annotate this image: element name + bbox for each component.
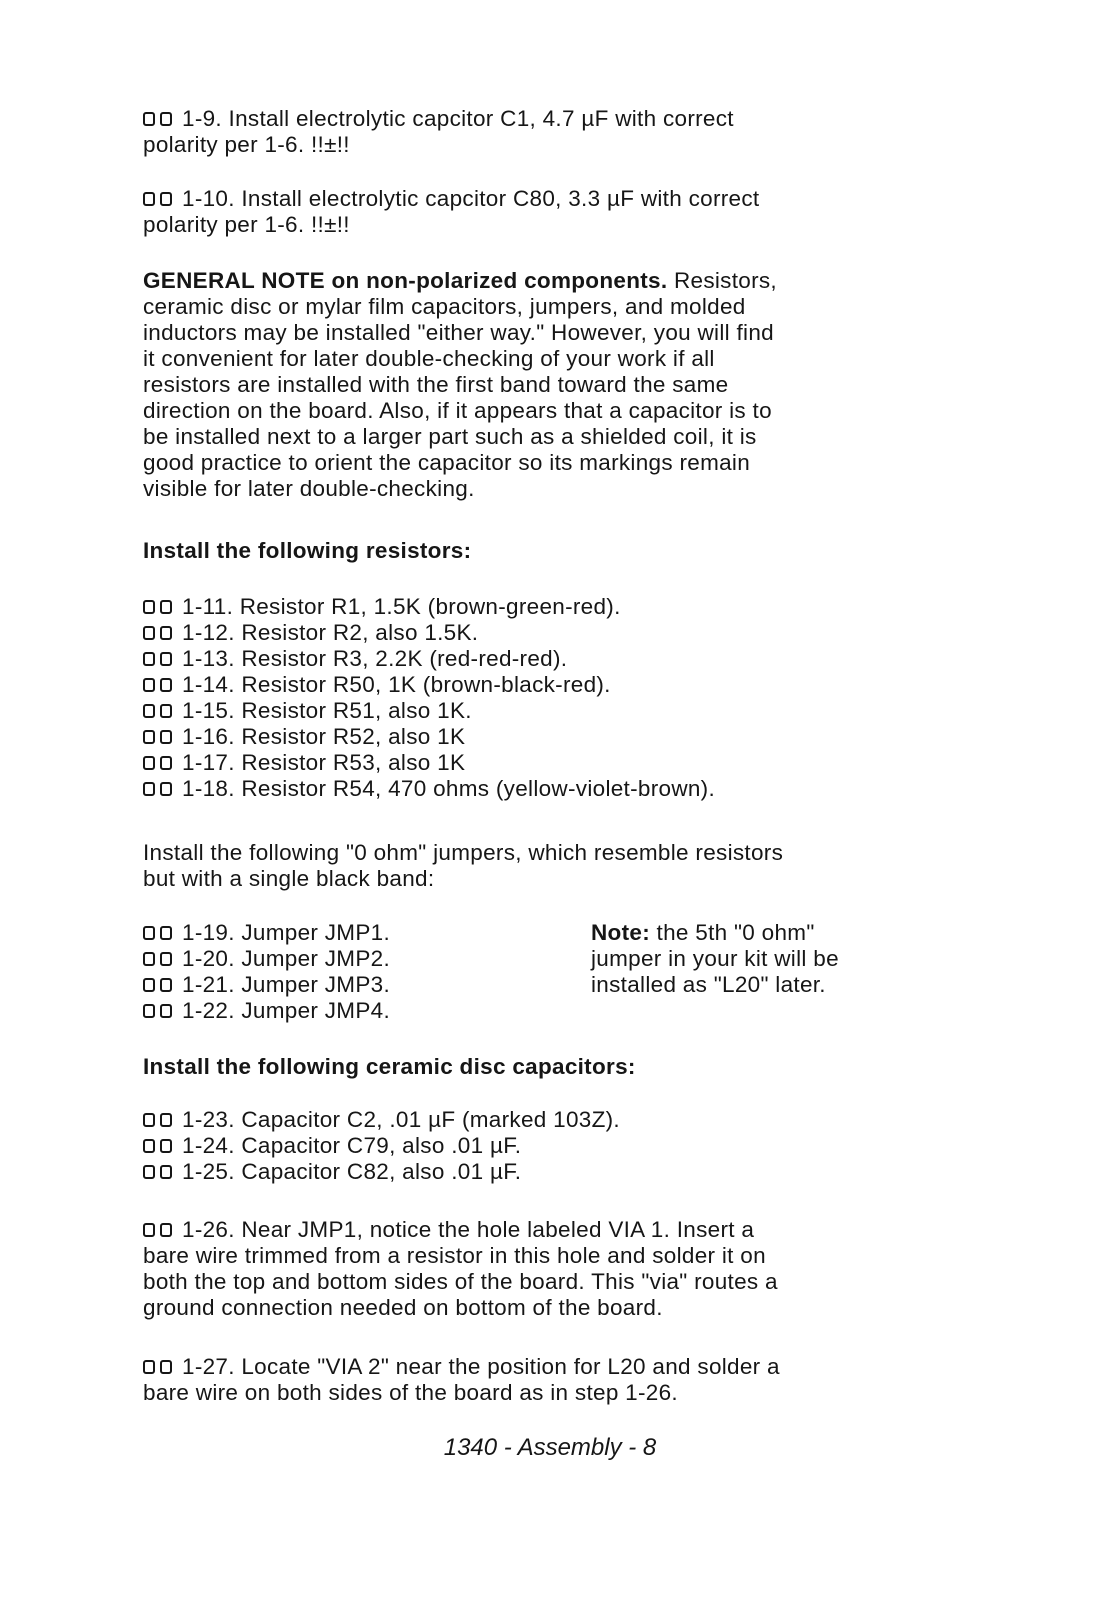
step-checkboxes[interactable] xyxy=(143,112,172,126)
step-number: 1-21. xyxy=(182,972,235,997)
jumper-note-line: jumper in your kit will be xyxy=(591,946,839,971)
step-checkboxes[interactable] xyxy=(143,730,172,744)
step-1-9 xyxy=(143,106,943,158)
step-1-16 xyxy=(143,724,943,750)
step-text: Jumper JMP3. xyxy=(241,972,391,997)
step-number: 1-17. xyxy=(182,750,235,775)
checkbox-second[interactable] xyxy=(160,626,172,640)
step-1-10 xyxy=(143,186,943,238)
resistors-heading: Install the following resistors: xyxy=(143,538,472,563)
step-checkboxes[interactable] xyxy=(143,1139,172,1153)
checkbox-second[interactable] xyxy=(160,782,172,796)
checkbox-first[interactable] xyxy=(143,1223,155,1237)
step-text: Resistor R53, also 1K xyxy=(241,750,466,775)
checkbox-first[interactable] xyxy=(143,952,155,966)
step-1-14 xyxy=(143,672,943,698)
checkbox-second[interactable] xyxy=(160,978,172,992)
step-checkboxes[interactable] xyxy=(143,978,172,992)
general-note xyxy=(143,268,943,502)
step-1-11 xyxy=(143,594,943,620)
jumper-note-label: Note: xyxy=(591,920,650,945)
step-number: 1-11. xyxy=(182,594,234,619)
step-checkboxes[interactable] xyxy=(143,756,172,770)
checkbox-second[interactable] xyxy=(160,756,172,770)
general-note-heading: GENERAL NOTE on non-polarized components. xyxy=(143,268,668,293)
step-number: 1-9. xyxy=(182,106,222,131)
step-text: Install electrolytic capcitor C80, 3.3 µF with correct xyxy=(241,186,760,211)
checkbox-first[interactable] xyxy=(143,730,155,744)
checkbox-second[interactable] xyxy=(160,1113,172,1127)
step-number: 1-19. xyxy=(182,920,235,945)
checkbox-first[interactable] xyxy=(143,782,155,796)
checkbox-first[interactable] xyxy=(143,704,155,718)
step-text: Resistor R54, 470 ohms (yellow-violet-brown). xyxy=(241,776,716,801)
checkbox-second[interactable] xyxy=(160,652,172,666)
step-checkboxes[interactable] xyxy=(143,678,172,692)
step-number: 1-14. xyxy=(182,672,235,697)
step-checkboxes[interactable] xyxy=(143,600,172,614)
step-number: 1-15. xyxy=(182,698,235,723)
step-text: Resistor R50, 1K (brown-black-red). xyxy=(241,672,611,697)
step-1-23 xyxy=(143,1107,943,1133)
step-checkboxes[interactable] xyxy=(143,1113,172,1127)
checkbox-second[interactable] xyxy=(160,952,172,966)
step-number: 1-24. xyxy=(182,1133,235,1158)
step-number: 1-26. xyxy=(182,1217,235,1242)
step-checkboxes[interactable] xyxy=(143,1360,172,1374)
checkbox-first[interactable] xyxy=(143,626,155,640)
checkbox-first[interactable] xyxy=(143,926,155,940)
step-checkboxes[interactable] xyxy=(143,1004,172,1018)
general-note-line: be installed next to a larger part such as a shielded coil, it is xyxy=(143,424,757,449)
general-note-first-line: Resistors, xyxy=(667,268,777,293)
page-footer: 1340 - Assembly - 8 xyxy=(443,1434,657,1461)
step-text: Capacitor C82, also .01 µF. xyxy=(241,1159,522,1184)
step-1-24 xyxy=(143,1133,943,1159)
checkbox-first[interactable] xyxy=(143,1165,155,1179)
step-number: 1-10. xyxy=(182,186,235,211)
checkbox-second[interactable] xyxy=(160,926,172,940)
step-number: 1-25. xyxy=(182,1159,235,1184)
step-1-27 xyxy=(143,1354,943,1406)
step-1-17 xyxy=(143,750,943,776)
jumper-note-line: installed as "L20" later. xyxy=(591,972,826,997)
step-1-12 xyxy=(143,620,943,646)
checkbox-first[interactable] xyxy=(143,600,155,614)
step-checkboxes[interactable] xyxy=(143,952,172,966)
step-text: Resistor R1, 1.5K (brown-green-red). xyxy=(239,594,621,619)
step-checkboxes[interactable] xyxy=(143,626,172,640)
capacitor-steps xyxy=(143,1107,943,1185)
step-checkboxes[interactable] xyxy=(143,926,172,940)
general-note-line: direction on the board. Also, if it appears that a capacitor is to xyxy=(143,398,772,423)
step-number: 1-22. xyxy=(182,998,235,1023)
step-text-continued: bare wire trimmed from a resistor in this hole and solder it on xyxy=(143,1243,766,1268)
step-checkboxes[interactable] xyxy=(143,782,172,796)
step-1-22 xyxy=(143,998,573,1024)
step-1-26 xyxy=(143,1217,943,1321)
step-text: Resistor R51, also 1K. xyxy=(241,698,472,723)
jumper-steps xyxy=(143,920,573,1024)
checkbox-second[interactable] xyxy=(160,192,172,206)
checkbox-first[interactable] xyxy=(143,978,155,992)
resistor-steps xyxy=(143,594,943,802)
step-text: Install electrolytic capcitor C1, 4.7 µF with correct xyxy=(228,106,734,131)
checkbox-first[interactable] xyxy=(143,1139,155,1153)
step-text: Resistor R3, 2.2K (red-red-red). xyxy=(241,646,568,671)
step-text-continued: ground connection needed on bottom of the board. xyxy=(143,1295,663,1320)
checkbox-first[interactable] xyxy=(143,1004,155,1018)
checkbox-second[interactable] xyxy=(160,1004,172,1018)
step-number: 1-23. xyxy=(182,1107,235,1132)
checkbox-second[interactable] xyxy=(160,1360,172,1374)
jumpers-intro-line: but with a single black band: xyxy=(143,866,435,891)
step-text-continued: bare wire on both sides of the board as in step 1-26. xyxy=(143,1380,678,1405)
step-text: Locate "VIA 2" near the position for L20 and solder a xyxy=(241,1354,780,1379)
step-text: Jumper JMP4. xyxy=(241,998,391,1023)
step-number: 1-13. xyxy=(182,646,235,671)
checkbox-second[interactable] xyxy=(160,600,172,614)
step-text-continued: both the top and bottom sides of the board. This "via" routes a xyxy=(143,1269,778,1294)
step-text: Near JMP1, notice the hole labeled VIA 1. Insert a xyxy=(241,1217,755,1242)
general-note-line: good practice to orient the capacitor so its markings remain xyxy=(143,450,751,475)
checkbox-second[interactable] xyxy=(160,730,172,744)
step-text: Jumper JMP1. xyxy=(241,920,391,945)
step-text-continued: polarity per 1-6. !!±!! xyxy=(143,132,350,157)
checkbox-second[interactable] xyxy=(160,1139,172,1153)
jumper-note xyxy=(591,920,921,998)
general-note-line: resistors are installed with the first band toward the same xyxy=(143,372,729,397)
step-checkboxes[interactable] xyxy=(143,192,172,206)
general-note-line: inductors may be installed "either way." However, you will find xyxy=(143,320,774,345)
step-text-continued: polarity per 1-6. !!±!! xyxy=(143,212,350,237)
step-text: Capacitor C2, .01 µF (marked 103Z). xyxy=(241,1107,620,1132)
jumpers-intro-line: Install the following "0 ohm" jumpers, which resemble resistors xyxy=(143,840,784,865)
general-note-line: ceramic disc or mylar film capacitors, jumpers, and molded xyxy=(143,294,746,319)
step-text: Jumper JMP2. xyxy=(241,946,391,971)
jumper-note-first-line: the 5th "0 ohm" xyxy=(650,920,815,945)
general-note-line: visible for later double-checking. xyxy=(143,476,475,501)
step-1-19 xyxy=(143,920,573,946)
step-1-13 xyxy=(143,646,943,672)
step-text: Resistor R2, also 1.5K. xyxy=(241,620,479,645)
step-number: 1-20. xyxy=(182,946,235,971)
step-text: Capacitor C79, also .01 µF. xyxy=(241,1133,522,1158)
checkbox-first[interactable] xyxy=(143,1113,155,1127)
checkbox-first[interactable] xyxy=(143,192,155,206)
checkbox-second[interactable] xyxy=(160,704,172,718)
checkbox-first[interactable] xyxy=(143,678,155,692)
step-checkboxes[interactable] xyxy=(143,652,172,666)
step-checkboxes[interactable] xyxy=(143,704,172,718)
checkbox-second[interactable] xyxy=(160,678,172,692)
step-number: 1-27. xyxy=(182,1354,235,1379)
step-number: 1-12. xyxy=(182,620,235,645)
checkbox-first[interactable] xyxy=(143,756,155,770)
jumpers-intro xyxy=(143,840,943,892)
checkbox-second[interactable] xyxy=(160,112,172,126)
step-1-18 xyxy=(143,776,943,802)
step-1-25 xyxy=(143,1159,943,1185)
checkbox-first[interactable] xyxy=(143,652,155,666)
step-1-21 xyxy=(143,972,573,998)
step-number: 1-16. xyxy=(182,724,235,749)
step-text: Resistor R52, also 1K xyxy=(241,724,466,749)
step-1-15 xyxy=(143,698,943,724)
checkbox-first[interactable] xyxy=(143,112,155,126)
step-number: 1-18. xyxy=(182,776,235,801)
step-checkboxes[interactable] xyxy=(143,1165,172,1179)
capacitors-heading: Install the following ceramic disc capacitors: xyxy=(143,1054,636,1079)
step-1-20 xyxy=(143,946,573,972)
checkbox-second[interactable] xyxy=(160,1223,172,1237)
general-note-line: it convenient for later double-checking of your work if all xyxy=(143,346,715,371)
checkbox-second[interactable] xyxy=(160,1165,172,1179)
checkbox-first[interactable] xyxy=(143,1360,155,1374)
step-checkboxes[interactable] xyxy=(143,1223,172,1237)
